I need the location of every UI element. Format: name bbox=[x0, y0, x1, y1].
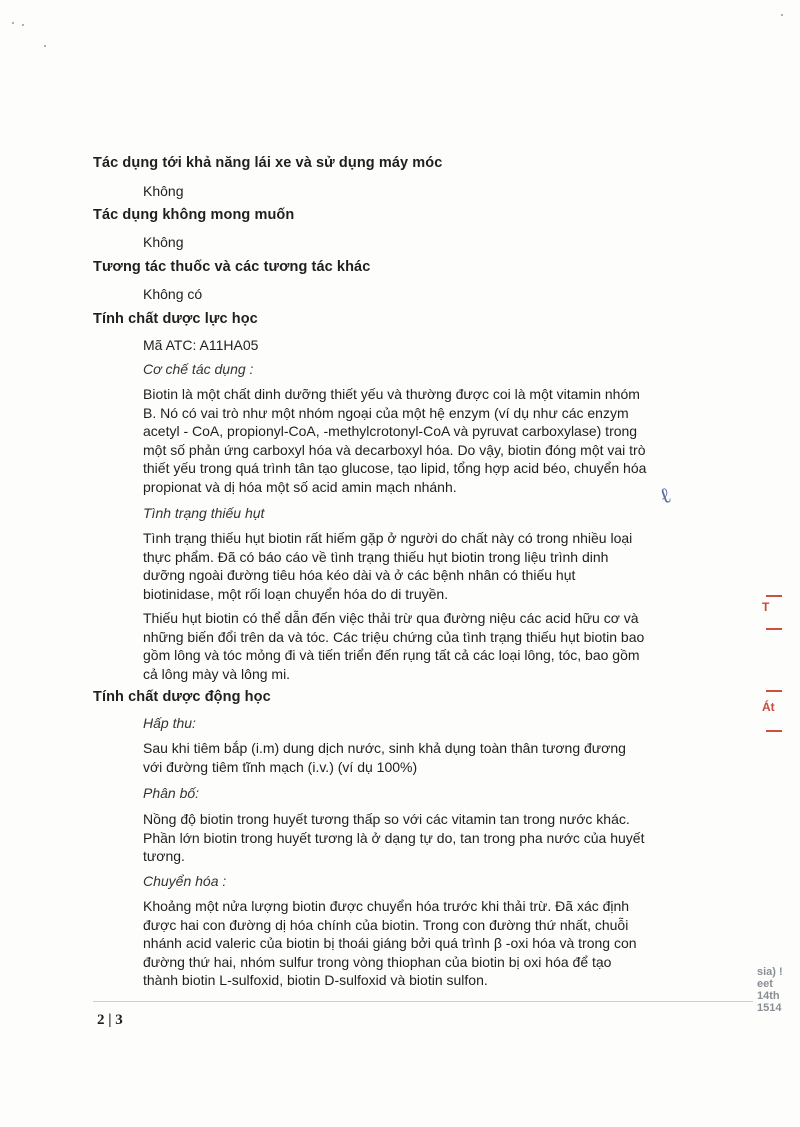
heading-interactions: Tương tác thuốc và các tương tác khác bbox=[93, 259, 371, 275]
mechanism-line: thiết yếu trong quá trình tân tạo glucose, tạo lipid, tổng hợp acid béo, chuyển hóa bbox=[143, 460, 647, 476]
metabolism-paragraph bbox=[143, 897, 723, 990]
edge-text bbox=[757, 966, 783, 1014]
atc-code: Mã ATC: A11HA05 bbox=[143, 337, 259, 353]
mechanism-line: acetyl - CoA, propionyl-CoA, -methylcrotonyl-CoA và pyruvat carboxylase) trong bbox=[143, 423, 638, 439]
footer-rule bbox=[93, 1001, 753, 1002]
metabolism-line: được hai con đường dị hóa chính của biotin. Trong con đường thứ nhất, chuỗi bbox=[143, 916, 629, 933]
heading-adverse-effects: Tác dụng không mong muốn bbox=[93, 207, 295, 223]
deficiency-paragraph-2 bbox=[143, 609, 723, 683]
distribution-paragraph bbox=[143, 810, 723, 866]
page-number: 2 | 3 bbox=[97, 1012, 123, 1028]
metabolism-line: thành biotin L-sulfoxid, biotin D-sulfoxid và biotin sulfon. bbox=[143, 972, 488, 988]
deficiency-line: Thiếu hụt biotin có thể dẫn đến việc thải trừ qua đường niệu các acid hữu cơ và bbox=[143, 610, 639, 626]
deficiency-line: Tình trạng thiếu hụt biotin rất hiếm gặp ở người do chất này có trong nhiều loại bbox=[143, 530, 633, 546]
signature-mark: ℓ bbox=[656, 482, 675, 511]
absorption-title: Hấp thu: bbox=[143, 715, 196, 731]
interactions-body: Không có bbox=[143, 286, 203, 302]
mechanism-line: một số phản ứng carboxyl hóa và decarboxyl hóa. Do vậy, biotin đóng một vai trò bbox=[143, 441, 646, 458]
mechanism-line: Biotin là một chất dinh dưỡng thiết yếu và thường được coi là một vitamin nhóm bbox=[143, 386, 640, 402]
deficiency-line: thực phẩm. Đã có báo cáo về tình trạng thiếu hụt biotin trong liệu trình dinh bbox=[143, 548, 609, 565]
absorption-paragraph bbox=[143, 739, 723, 776]
stamp-fragment: Át bbox=[762, 700, 775, 714]
metabolism-line: Khoảng một nửa lượng biotin được chuyển hóa trước khi thải trừ. Đã xác định bbox=[143, 898, 630, 914]
scan-speck bbox=[44, 45, 46, 47]
heading-driving: Tác dụng tới khả năng lái xe và sử dụng máy móc bbox=[93, 155, 443, 171]
metabolism-title: Chuyển hóa : bbox=[143, 873, 227, 889]
heading-pharmacokinetics: Tính chất dược động học bbox=[93, 689, 271, 705]
stamp-edge-mark bbox=[766, 690, 782, 692]
stamp-edge-mark bbox=[766, 595, 782, 597]
absorption-line: với đường tiêm tĩnh mạch (i.v.) (ví dụ 100%) bbox=[143, 758, 418, 775]
mechanism-title: Cơ chế tác dụng : bbox=[143, 361, 254, 377]
absorption-line: Sau khi tiêm bắp (i.m) dung dịch nước, sinh khả dụng toàn thân tương đương bbox=[143, 740, 626, 756]
distribution-title: Phân bố: bbox=[143, 785, 200, 801]
stamp-edge-mark bbox=[766, 628, 782, 630]
edge-text-line: 14th bbox=[757, 990, 780, 1002]
deficiency-title: Tình trạng thiếu hụt bbox=[143, 505, 265, 521]
heading-pharmacodynamics: Tính chất dược lực học bbox=[93, 311, 258, 327]
driving-body: Không bbox=[143, 183, 184, 199]
deficiency-line: những biến đổi trên da và tóc. Các triệu chứng của tình trạng thiếu hụt biotin bao bbox=[143, 628, 645, 645]
scan-speck bbox=[22, 24, 24, 26]
mechanism-line: B. Nó có vai trò như một nhóm ngoại của một hệ enzym (ví dụ như các enzym bbox=[143, 404, 629, 421]
deficiency-paragraph-1 bbox=[143, 529, 723, 603]
distribution-line: tương. bbox=[143, 848, 185, 864]
edge-text-line: 1514 bbox=[757, 1002, 782, 1014]
stamp-edge-mark bbox=[766, 730, 782, 732]
stamp-fragment: T bbox=[762, 600, 770, 614]
adverse-effects-body: Không bbox=[143, 234, 184, 250]
distribution-line: Phần lớn biotin trong huyết tương là ở dạng tự do, tan trong pha nước của huyết bbox=[143, 829, 645, 846]
distribution-line: Nồng độ biotin trong huyết tương thấp so với các vitamin tan trong nước khác. bbox=[143, 811, 630, 827]
mechanism-line: propionat và dị hóa một số acid amin mạch nhánh. bbox=[143, 478, 457, 495]
deficiency-line: cả lông mày và lông mi. bbox=[143, 665, 291, 682]
scan-speck bbox=[781, 14, 783, 16]
deficiency-line: dưỡng ngoài đường tiêu hóa kéo dài và ở các bệnh nhân có thiếu hụt bbox=[143, 567, 576, 583]
metabolism-line: đường thứ hai, nhóm sulfur trong vòng thiophan của biotin bị oxi hóa để tạo bbox=[143, 953, 612, 970]
scan-speck bbox=[12, 22, 14, 24]
metabolism-line: nhánh acid valeric của biotin bị thoái giáng bởi quá trình β -oxi hóa và trong con bbox=[143, 935, 637, 951]
mechanism-paragraph bbox=[143, 385, 723, 496]
deficiency-line: biotinidase, một rối loạn chuyển hóa do di truyền. bbox=[143, 585, 449, 602]
edge-text-line: sia) ! bbox=[757, 966, 783, 978]
edge-text-line: eet bbox=[757, 978, 773, 990]
deficiency-line: gồm lông và tóc mỏng đi và tiến triển đến rụng tất cả các loại lông, tóc, bao gồm bbox=[143, 647, 640, 663]
